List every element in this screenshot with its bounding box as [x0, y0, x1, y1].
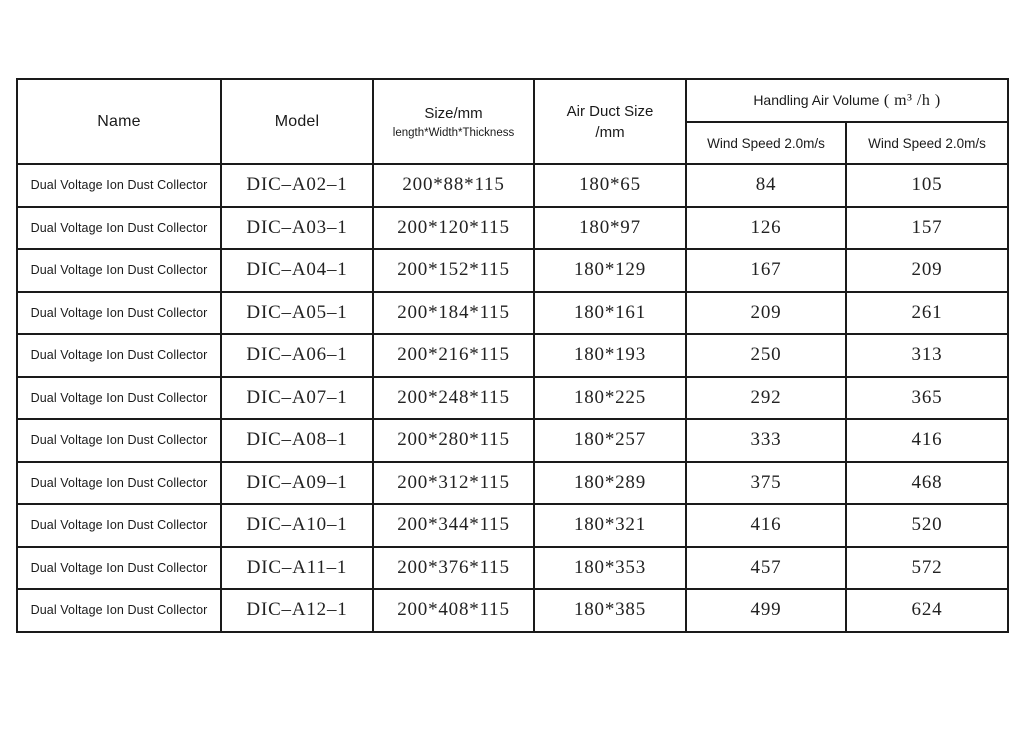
cell-size: 200*248*115 [373, 377, 534, 420]
cell-model: DIC–A04–1 [221, 249, 373, 292]
cell-air-duct-size: 180*129 [534, 249, 686, 292]
cell-air-duct-size: 180*161 [534, 292, 686, 335]
cell-size: 200*120*115 [373, 207, 534, 250]
table-row [17, 547, 1008, 590]
cell-volume-2: 520 [846, 504, 1008, 547]
cell-model: DIC–A11–1 [221, 547, 373, 590]
cell-size: 200*312*115 [373, 462, 534, 505]
col-header-wind-speed-1: Wind Speed 2.0m/s [686, 122, 846, 164]
size-header-title: Size/mm [424, 104, 483, 122]
table-row [17, 589, 1008, 632]
volume-header-unit: ( m³ /h ) [883, 91, 941, 109]
cell-volume-1: 457 [686, 547, 846, 590]
air-duct-header-line1: Air Duct Size [566, 102, 654, 120]
cell-air-duct-size: 180*225 [534, 377, 686, 420]
cell-air-duct-size: 180*385 [534, 589, 686, 632]
cell-name: Dual Voltage Ion Dust Collector [17, 292, 221, 335]
col-header-air-duct-size [534, 79, 686, 164]
volume-header-label: Handling Air Volume [753, 91, 880, 108]
cell-volume-1: 250 [686, 334, 846, 377]
cell-model: DIC–A08–1 [221, 419, 373, 462]
table-row [17, 249, 1008, 292]
cell-volume-2: 572 [846, 547, 1008, 590]
air-duct-header-line2: /mm [595, 123, 625, 141]
cell-size: 200*216*115 [373, 334, 534, 377]
cell-volume-2: 416 [846, 419, 1008, 462]
cell-model: DIC–A12–1 [221, 589, 373, 632]
cell-air-duct-size: 180*65 [534, 164, 686, 207]
cell-volume-1: 84 [686, 164, 846, 207]
table-row [17, 504, 1008, 547]
table-row [17, 419, 1008, 462]
table-row [17, 334, 1008, 377]
table-row [17, 462, 1008, 505]
col-header-name: Name [17, 79, 221, 164]
table-row [17, 207, 1008, 250]
cell-model: DIC–A10–1 [221, 504, 373, 547]
table-body [17, 164, 1008, 632]
cell-air-duct-size: 180*193 [534, 334, 686, 377]
cell-size: 200*280*115 [373, 419, 534, 462]
cell-volume-1: 209 [686, 292, 846, 335]
cell-air-duct-size: 180*289 [534, 462, 686, 505]
table-row [17, 292, 1008, 335]
cell-volume-2: 105 [846, 164, 1008, 207]
cell-volume-1: 375 [686, 462, 846, 505]
cell-size: 200*88*115 [373, 164, 534, 207]
cell-volume-1: 292 [686, 377, 846, 420]
cell-name: Dual Voltage Ion Dust Collector [17, 164, 221, 207]
cell-model: DIC–A05–1 [221, 292, 373, 335]
cell-name: Dual Voltage Ion Dust Collector [17, 377, 221, 420]
cell-name: Dual Voltage Ion Dust Collector [17, 547, 221, 590]
header-row-top [17, 79, 1008, 122]
table-row [17, 377, 1008, 420]
cell-name: Dual Voltage Ion Dust Collector [17, 419, 221, 462]
cell-volume-2: 313 [846, 334, 1008, 377]
spec-table [16, 78, 1009, 633]
table-header [17, 79, 1008, 164]
cell-model: DIC–A06–1 [221, 334, 373, 377]
cell-air-duct-size: 180*97 [534, 207, 686, 250]
cell-size: 200*184*115 [373, 292, 534, 335]
size-header-subtitle: length*Width*Thickness [392, 126, 515, 139]
cell-name: Dual Voltage Ion Dust Collector [17, 249, 221, 292]
cell-volume-1: 499 [686, 589, 846, 632]
cell-volume-2: 209 [846, 249, 1008, 292]
cell-volume-2: 261 [846, 292, 1008, 335]
cell-size: 200*376*115 [373, 547, 534, 590]
cell-name: Dual Voltage Ion Dust Collector [17, 207, 221, 250]
cell-volume-1: 416 [686, 504, 846, 547]
cell-size: 200*152*115 [373, 249, 534, 292]
cell-model: DIC–A03–1 [221, 207, 373, 250]
cell-name: Dual Voltage Ion Dust Collector [17, 589, 221, 632]
cell-volume-1: 167 [686, 249, 846, 292]
col-header-model: Model [221, 79, 373, 164]
cell-air-duct-size: 180*257 [534, 419, 686, 462]
spec-table-container [16, 78, 1009, 633]
cell-volume-2: 365 [846, 377, 1008, 420]
cell-name: Dual Voltage Ion Dust Collector [17, 504, 221, 547]
cell-volume-2: 624 [846, 589, 1008, 632]
cell-volume-1: 126 [686, 207, 846, 250]
cell-name: Dual Voltage Ion Dust Collector [17, 462, 221, 505]
col-header-size [373, 79, 534, 164]
cell-size: 200*344*115 [373, 504, 534, 547]
cell-model: DIC–A02–1 [221, 164, 373, 207]
cell-volume-2: 157 [846, 207, 1008, 250]
table-row [17, 164, 1008, 207]
cell-model: DIC–A09–1 [221, 462, 373, 505]
cell-volume-1: 333 [686, 419, 846, 462]
col-group-header-handling-air-volume [686, 79, 1008, 122]
cell-size: 200*408*115 [373, 589, 534, 632]
cell-air-duct-size: 180*353 [534, 547, 686, 590]
cell-volume-2: 468 [846, 462, 1008, 505]
cell-name: Dual Voltage Ion Dust Collector [17, 334, 221, 377]
cell-model: DIC–A07–1 [221, 377, 373, 420]
cell-air-duct-size: 180*321 [534, 504, 686, 547]
col-header-wind-speed-2: Wind Speed 2.0m/s [846, 122, 1008, 164]
